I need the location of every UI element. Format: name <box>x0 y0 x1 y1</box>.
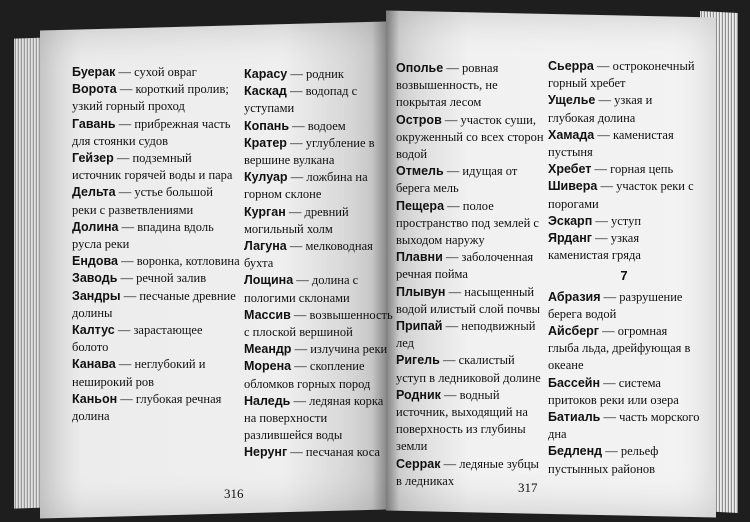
glossary-entry <box>72 322 240 356</box>
glossary-entry <box>244 341 394 358</box>
entry-definition: — разрушение берега водой <box>548 289 683 321</box>
entry-term: Гейзер <box>72 151 114 166</box>
entry-definition: — водный источник, выходящий на поверхность из глубины земли <box>396 387 528 454</box>
entry-definition: — песчаные древние долины <box>72 288 236 320</box>
glossary-entry <box>396 163 546 197</box>
entry-term: Отмель <box>396 164 444 179</box>
glossary-entry <box>548 127 700 161</box>
glossary-entry <box>72 184 240 218</box>
glossary-entry <box>396 284 546 318</box>
entry-term: Гавань <box>72 116 116 131</box>
entry-definition: — короткий пролив; узкий горный проход <box>72 82 229 114</box>
entry-term: Калтус <box>72 323 115 338</box>
glossary-entry <box>72 356 240 390</box>
glossary-entry <box>244 358 394 392</box>
entry-definition: — глубокая речная долина <box>72 391 222 424</box>
entry-term: Пещера <box>396 198 445 213</box>
entry-term: Курган <box>244 204 286 219</box>
entry-term: Ворота <box>72 82 117 97</box>
glossary-entry <box>396 112 546 164</box>
entry-term: Ярданг <box>548 231 592 246</box>
right-page-column-2 <box>548 58 700 478</box>
entry-definition: — прибрежная часть для стоянки судов <box>72 116 231 148</box>
entry-definition: — водоем <box>289 118 346 133</box>
glossary-entry <box>244 118 394 135</box>
entry-term: Ополье <box>396 61 444 75</box>
entry-definition: — участок суши, окруженный со всех сторон водой <box>396 112 544 162</box>
left-page-column-1 <box>72 64 240 425</box>
entry-definition: — ледяная корка на поверхности разлившейся воды <box>244 393 384 443</box>
entry-term: Кулуар <box>244 170 288 185</box>
entry-term: Бедленд <box>548 444 603 459</box>
page-number-right: 317 <box>518 480 538 495</box>
entry-term: Сьерра <box>548 59 594 73</box>
glossary-entry <box>72 253 240 270</box>
entry-definition: — узкая и глубокая долина <box>548 93 653 125</box>
right-page-column-1 <box>396 60 546 490</box>
glossary-entry <box>548 289 700 323</box>
entry-term: Ригель <box>396 353 440 368</box>
glossary-entry <box>396 60 546 112</box>
glossary-entry <box>396 352 546 386</box>
entry-definition: — неподвижный лед <box>396 319 536 351</box>
glossary-entry <box>72 150 240 184</box>
entry-definition: — узкая каменистая гряда <box>548 231 641 263</box>
entry-term: Зандры <box>72 288 121 303</box>
entry-definition: — зарастающее болото <box>72 323 203 355</box>
entry-definition: — идущая от берега мель <box>396 164 518 196</box>
glossary-entry <box>244 66 394 83</box>
entry-term: Лагуна <box>244 239 287 254</box>
glossary-entry <box>72 116 240 150</box>
glossary-entry <box>548 409 700 443</box>
glossary-entry <box>244 169 394 203</box>
entry-term: Хребет <box>548 162 592 177</box>
entry-term: Хамада <box>548 127 595 142</box>
glossary-entry <box>396 387 546 456</box>
entry-term: Эскарп <box>548 213 593 228</box>
entry-term: Каньон <box>72 391 118 406</box>
glossary-entry <box>244 204 394 238</box>
glossary-entry <box>548 443 700 477</box>
entry-term: Айсберг <box>548 324 600 339</box>
entry-term: Морена <box>244 359 292 374</box>
entry-definition: — воронка, котловина <box>117 254 240 269</box>
glossary-entry <box>72 270 240 287</box>
entry-term: Заводь <box>72 271 118 286</box>
entry-term: Припай <box>396 319 443 334</box>
glossary-entry <box>244 444 394 461</box>
entry-term: Копань <box>244 118 290 133</box>
glossary-entry <box>548 213 700 230</box>
entry-term: Остров <box>396 112 442 127</box>
entry-term: Ущелье <box>548 93 596 108</box>
entry-term: Каскад <box>244 84 287 99</box>
entry-definition: — неглубокий и неширокий ров <box>72 357 206 389</box>
entry-definition: — сухой овраг <box>115 65 197 79</box>
entry-definition: — каменистая пустыня <box>548 127 674 160</box>
entry-term: Дельта <box>72 185 116 200</box>
entry-definition: — подземный источник горячей воды и пара <box>72 151 233 183</box>
glossary-entry <box>396 249 546 283</box>
entry-term: Плавни <box>396 250 443 265</box>
entry-term: Родник <box>396 387 441 402</box>
entry-definition: — огромная глыба льда, дрейфующая в океане <box>548 324 691 373</box>
entry-term: Меандр <box>244 342 292 357</box>
entry-definition: — песчаная коса <box>287 445 380 460</box>
entry-term: Батиаль <box>548 410 601 425</box>
entry-term: Абразия <box>548 289 601 304</box>
entry-definition: — рельеф пустынных районов <box>548 444 659 476</box>
glossary-entry <box>244 307 394 341</box>
entry-definition: — водопад с уступами <box>244 84 358 116</box>
entry-definition: — впадина вдоль русла реки <box>72 219 214 252</box>
entry-definition: — насыщенный водой илистый слой почвы <box>396 284 541 316</box>
entry-term: Массив <box>244 307 291 322</box>
glossary-entry <box>244 238 394 272</box>
entry-term: Нерунг <box>244 445 288 460</box>
glossary-entry <box>244 272 394 306</box>
right-page-column-2-list-a <box>548 58 700 264</box>
entry-definition: — полое пространство под землей с выходом наружу <box>396 198 539 248</box>
entry-definition: — участок реки с порогами <box>548 179 694 211</box>
glossary-entry <box>244 135 394 169</box>
right-page-column-2-list-b <box>548 289 700 478</box>
entry-definition: — долина с пологими склонами <box>244 273 359 305</box>
entry-definition: — возвышенность с плоской вершиной <box>244 307 393 340</box>
entry-term: Канава <box>72 357 116 372</box>
entry-term: Шивера <box>548 179 598 194</box>
entry-definition: — древний могильный холм <box>244 204 349 236</box>
entry-term: Лощина <box>244 273 294 288</box>
glossary-entry <box>548 230 700 264</box>
glossary-entry <box>548 178 700 212</box>
entry-term: Буерак <box>72 65 116 79</box>
entry-definition: — остроконечный горный хребет <box>548 59 695 91</box>
entry-definition: — заболоченная речная пойма <box>396 250 534 282</box>
entry-definition: — излучина реки <box>291 342 388 357</box>
entry-definition: — устье большой реки с разветвлениями <box>72 185 213 217</box>
entry-term: Плывун <box>396 284 446 299</box>
entry-definition: — система притоков реки или озера <box>548 375 679 407</box>
entry-definition: — горная цепь <box>591 162 674 177</box>
glossary-entry <box>548 375 700 409</box>
left-page-column-2 <box>244 66 394 462</box>
glossary-entry <box>72 391 240 425</box>
glossary-entry <box>72 81 240 115</box>
entry-definition: — углубление в вершине вулкана <box>244 135 375 168</box>
glossary-entry <box>396 198 546 250</box>
entry-definition: — ровная возвышенность, не покрытая лесом <box>396 61 499 110</box>
page-number-left: 316 <box>224 486 244 501</box>
entry-definition: — часть морского дна <box>548 410 700 442</box>
glossary-entry <box>396 318 546 352</box>
entry-definition: — скалистый уступ в ледниковой долине <box>396 353 541 385</box>
entry-term: Карасу <box>244 67 288 81</box>
entry-definition: — ложбина на горном склоне <box>244 170 368 202</box>
entry-definition: — скопление обломков горных пород <box>244 359 371 391</box>
glossary-entry <box>72 288 240 322</box>
entry-definition: — уступ <box>592 213 642 228</box>
entry-definition: — ледяные зубцы в ледниках <box>396 456 539 488</box>
glossary-entry <box>72 219 240 253</box>
entry-term: Наледь <box>244 393 291 408</box>
entry-term: Кратер <box>244 135 287 150</box>
glossary-entry <box>548 323 700 375</box>
entry-term: Бассейн <box>548 375 601 390</box>
section-heading: 7 <box>620 268 628 284</box>
entry-term: Ендова <box>72 254 118 269</box>
entry-term: Серрак <box>396 456 441 471</box>
glossary-entry <box>548 161 700 178</box>
glossary-entry <box>244 393 394 445</box>
entry-definition: — родник <box>287 67 344 81</box>
entry-definition: — речной залив <box>117 271 207 286</box>
glossary-entry <box>548 92 700 126</box>
entry-term: Долина <box>72 219 119 234</box>
glossary-entry <box>548 58 700 92</box>
glossary-entry <box>72 64 240 81</box>
glossary-entry <box>244 83 394 117</box>
entry-definition: — мелководная бухта <box>244 239 373 271</box>
